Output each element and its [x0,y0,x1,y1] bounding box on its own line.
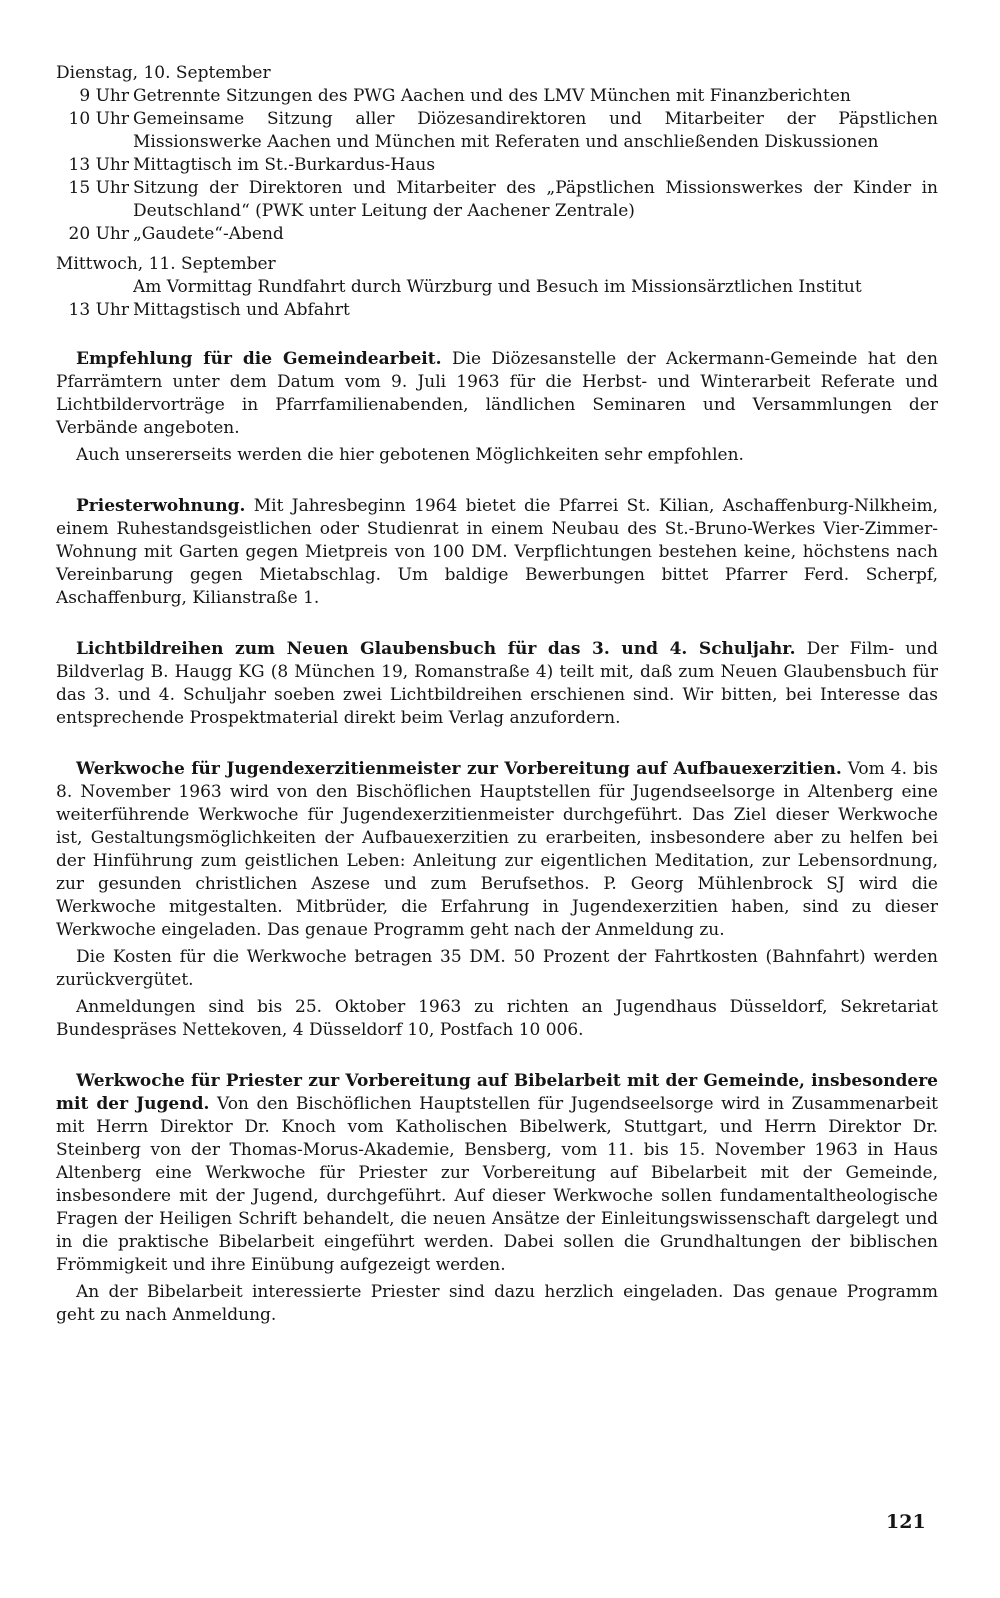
notice-paragraph [56,348,938,440]
schedule-entry [56,108,938,154]
entry-time: 20 Uhr [68,224,129,244]
notice-paragraph: Anmeldungen sind bis 25. Oktober 1963 zu richten an Jugendhaus Düsseldorf, Sekretariat Bundespräses Nettekoven, 4 Düsseldorf 10, Postfach 10 006. [56,997,938,1040]
entry-time: 15 Uhr [68,178,129,198]
page-number: 121 [886,1511,926,1533]
schedule-entry [56,154,938,177]
notices [56,348,938,1327]
schedule-day [56,62,938,246]
entry-text: Mittagtisch im St.-Burkardus-Haus [133,155,436,175]
entry-text: Gemeinsame Sitzung aller Diözesandirektoren und Mitarbeiter der Päpstlichen Missionswerke Aachen und München mit Referaten und anschließenden Diskussionen [133,109,938,152]
page-content [56,62,938,1327]
entry-time: 13 Uhr [68,300,129,320]
notice-paragraph [56,638,938,730]
schedule-entry [56,299,938,322]
entry-text: Mittagstisch und Abfahrt [133,300,350,320]
notice-title: Lichtbildreihen zum Neuen Glaubensbuch für das 3. und 4. Schuljahr. [76,639,796,659]
entry-time [56,276,133,299]
schedule-entry [56,177,938,223]
schedule-entry [56,276,938,299]
notice-section [56,638,938,730]
schedule-entry [56,85,938,108]
notice-paragraph: Auch unsererseits werden die hier gebotenen Möglichkeiten sehr empfohlen. [76,445,744,465]
schedule [56,62,938,322]
notice-body: Vom 4. bis 8. November 1963 wird von den Bischöflichen Hauptstellen für Jugendseelsorge in Altenberg eine weiterführende Werkwoche für Jugendexerzitienmeister durchgeführt. Das Ziel dieser Werkwoche ist, Gestaltungsmöglichkeiten der Aufbauexerzitien zu erarbeiten, insbesondere aber zu helfen bei der Hinführung zum geistlichen Leben: Anleitung zur eigentlichen Meditation, zur Lebensordnung, zur gesunden christlichen Aszese und zum Berufsethos. P. Georg Mühlenbrock SJ wird die Werkwoche mitgestalten. Mitbrüder, die Erfahrung in Jugendexerzitien haben, sind zu dieser Werkwoche eingeladen. Das genaue Programm geht nach der Anmeldung zu. [56,759,938,940]
day-heading: Dienstag, 10. September [56,63,271,83]
notice-title: Empfehlung für die Gemeindearbeit. [76,349,442,369]
notice-title: Priesterwohnung. [76,496,246,516]
notice-body: Der Film- und Bildverlag B. Haugg KG (8 München 19, Romanstraße 4) teilt mit, daß zum Neuen Glaubensbuch für das 3. und 4. Schuljahr soeben zwei Lichtbildreihen erschienen sind. Wir bitten, bei Interesse das entsprechende Prospektmaterial direkt beim Verlag anzufordern. [56,639,938,728]
day-heading: Mittwoch, 11. September [56,254,276,274]
notice-title: Werkwoche für Priester zur Vorbereitung auf Bibelarbeit mit der Gemeinde, insbesondere mit der Jugend. [56,1071,938,1114]
notice-section [56,348,938,467]
entry-text: Am Vormittag Rundfahrt durch Würzburg und Besuch im Missionsärztlichen Institut [133,277,862,297]
entry-time: 9 Uhr [79,86,129,106]
notice-section [56,758,938,1042]
notice-paragraph: An der Bibelarbeit interessierte Priester sind dazu herzlich eingeladen. Das genaue Programm geht zu nach Anmeldung. [56,1282,938,1325]
entry-time: 13 Uhr [68,155,129,175]
entry-text: Sitzung der Direktoren und Mitarbeiter des „Päpstlichen Missionswerkes der Kinder in Deutschland“ (PWK unter Leitung der Aachener Zentrale) [133,178,938,221]
notice-paragraph: Die Kosten für die Werkwoche betragen 35 DM. 50 Prozent der Fahrtkosten (Bahnfahrt) werden zurückvergütet. [56,947,938,990]
notice-title: Werkwoche für Jugendexerzitienmeister zur Vorbereitung auf Aufbauexerzitien. [76,759,842,779]
schedule-day [56,253,938,322]
notice-body: Mit Jahresbeginn 1964 bietet die Pfarrei St. Kilian, Aschaffenburg-Nilkheim, einem Ruhestandsgeistlichen oder Studienrat in einem Neubau des St.-Bruno-Werkes Vier-Zimmer-Wohnung mit Garten gegen Mietpreis von 100 DM. Verpflichtungen bestehen keine, höchstens nach Vereinbarung gegen Mietabschlag. Um baldige Bewerbungen bittet Pfarrer Ferd. Scherpf, Aschaffenburg, Kilianstraße 1. [56,496,939,608]
notice-paragraph [56,758,938,942]
notice-paragraph [56,495,938,610]
notice-section [56,495,938,610]
notice-paragraph [56,1070,938,1277]
notice-body: Die Diözesanstelle der Ackermann-Gemeinde hat den Pfarrämtern unter dem Datum vom 9. Juli 1963 für die Herbst- und Winterarbeit Referate und Lichtbildervorträge in Pfarrfamilienabenden, ländlichen Seminaren und Versammlungen der Verbände angeboten. [56,349,938,438]
entry-text: Getrennte Sitzungen des PWG Aachen und des LMV München mit Finanzberichten [133,86,851,106]
notice-body: Von den Bischöflichen Hauptstellen für Jugendseelsorge wird in Zusammenarbeit mit Herrn Direktor Dr. Knoch vom Katholischen Bibelwerk, Stuttgart, und Herrn Direktor Dr. Steinberg von der Thomas-Morus-Akademie, Bensberg, vom 11. bis 15. November 1963 in Haus Altenberg eine Werkwoche für Priester zur Vorbereitung auf Bibelarbeit mit der Gemeinde, insbesondere mit der Jugend, durchgeführt. Auf dieser Werkwoche sollen fundamentaltheologische Fragen der Heiligen Schrift behandelt, die neuen Ansätze der Einleitungswissenschaft dargelegt und in die praktische Bibelarbeit eingeführt werden. Dabei sollen die Grundhaltungen der biblischen Frömmigkeit und ihre Einübung aufgezeigt werden. [56,1094,939,1275]
schedule-entry [56,223,938,246]
entry-time: 10 Uhr [68,109,129,129]
notice-section [56,1070,938,1327]
entry-text: „Gaudete“-Abend [133,224,284,244]
